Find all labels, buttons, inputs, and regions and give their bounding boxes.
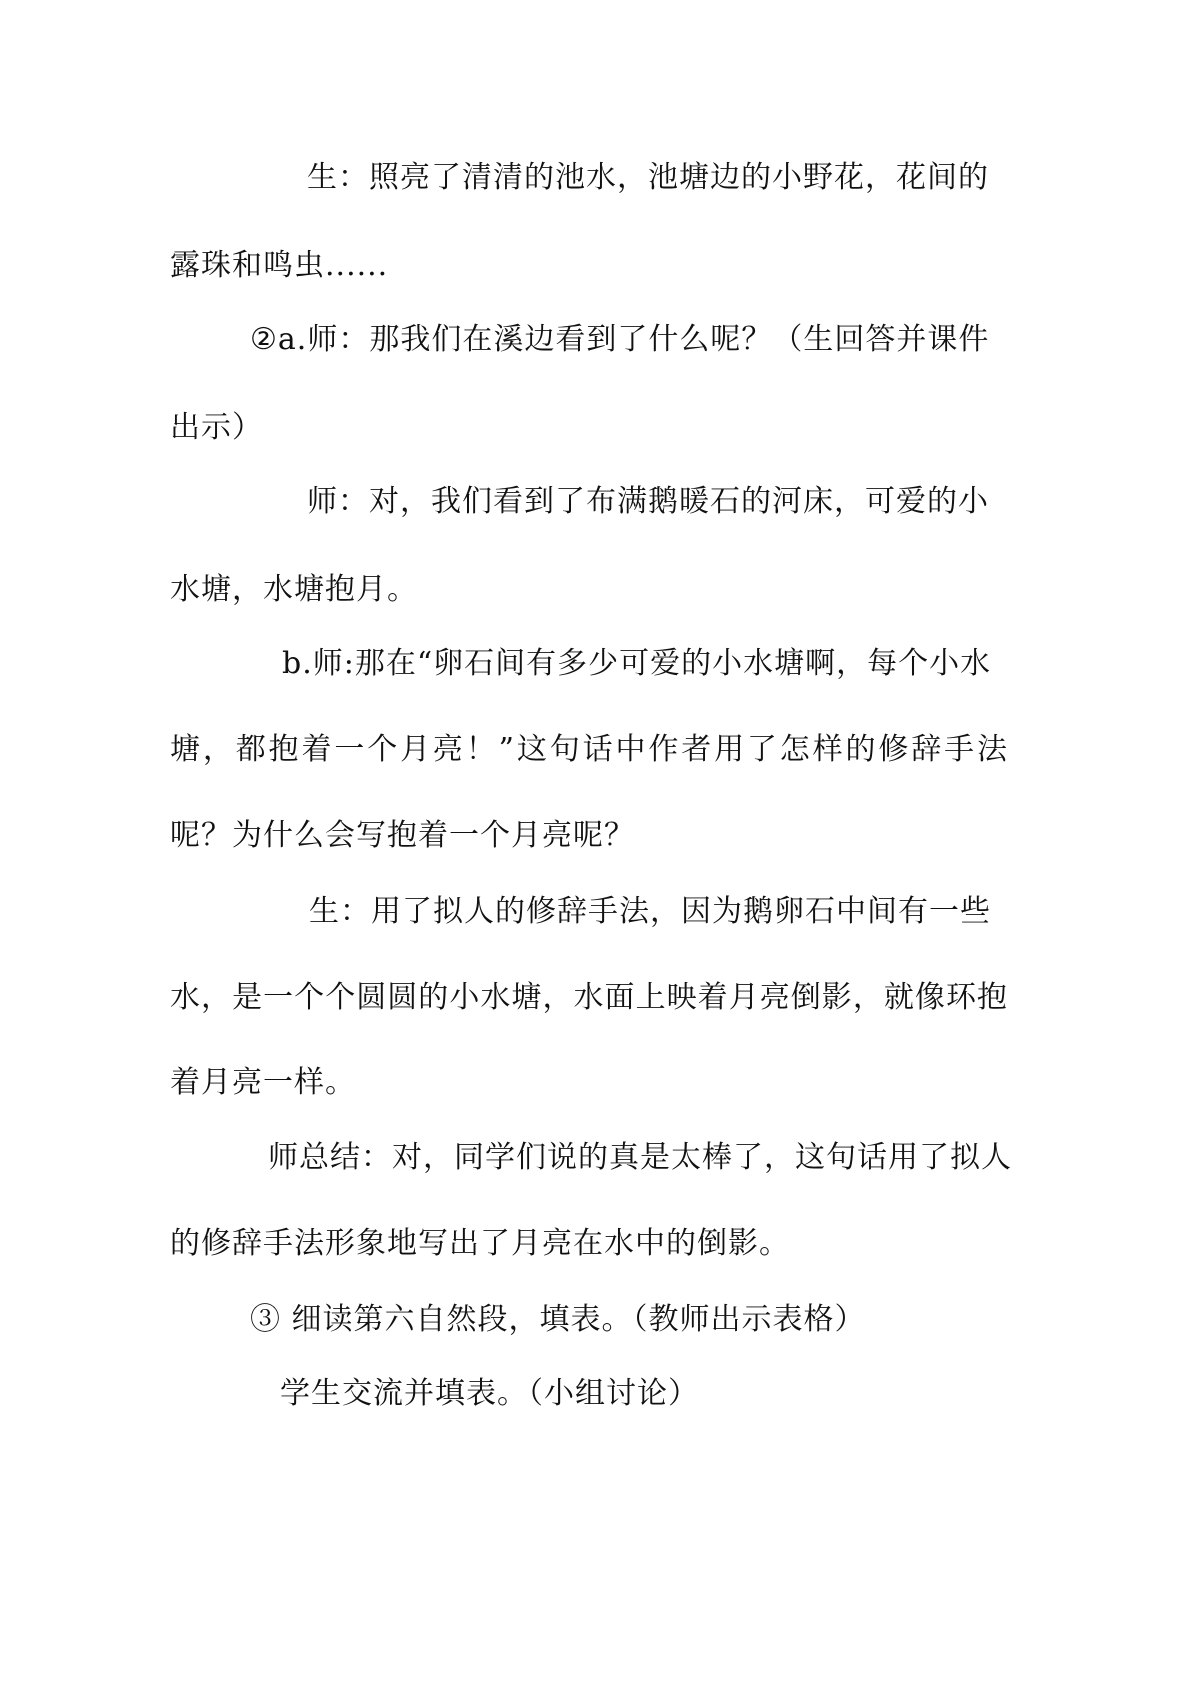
paragraph-3-line-1: 师：对，我们看到了布满鹅暖石的河床，可爱的小	[307, 484, 989, 519]
paragraph-2-line-1: ②a.师：那我们在溪边看到了什么呢？（生回答并课件	[250, 322, 990, 357]
paragraph-6-line-1: 师总结：对，同学们说的真是太棒了，这句话用了拟人	[268, 1140, 1012, 1175]
paragraph-5-line-1: 生：用了拟人的修辞手法，因为鹅卵石中间有一些	[309, 894, 991, 929]
paragraph-8-line-1: 学生交流并填表。（小组讨论）	[280, 1376, 699, 1411]
paragraph-6-line-2: 的修辞手法形象地写出了月亮在水中的倒影。	[170, 1226, 790, 1261]
paragraph-1-line-1: 生：照亮了清清的池水，池塘边的小野花，花间的	[307, 160, 989, 195]
paragraph-7-line-1: ③ 细读第六自然段，填表。（教师出示表格）	[250, 1302, 866, 1337]
paragraph-3-line-2: 水塘，水塘抱月。	[170, 572, 418, 607]
paragraph-4-line-2: 塘，都抱着一个月亮！”这句话中作者用了怎样的修辞手法	[170, 732, 1008, 767]
paragraph-4-line-3: 呢？为什么会写抱着一个月亮呢？	[170, 818, 635, 853]
paragraph-4-line-1: b.师:那在“卵石间有多少可爱的小水塘啊，每个小水	[282, 646, 992, 681]
paragraph-2-line-2: 出示）	[170, 410, 263, 445]
paragraph-5-line-3: 着月亮一样。	[170, 1065, 356, 1100]
paragraph-1-line-2: 露珠和鸣虫......	[170, 248, 389, 283]
paragraph-5-line-2: 水，是一个个圆圆的小水塘，水面上映着月亮倒影，就像环抱	[170, 980, 1008, 1015]
